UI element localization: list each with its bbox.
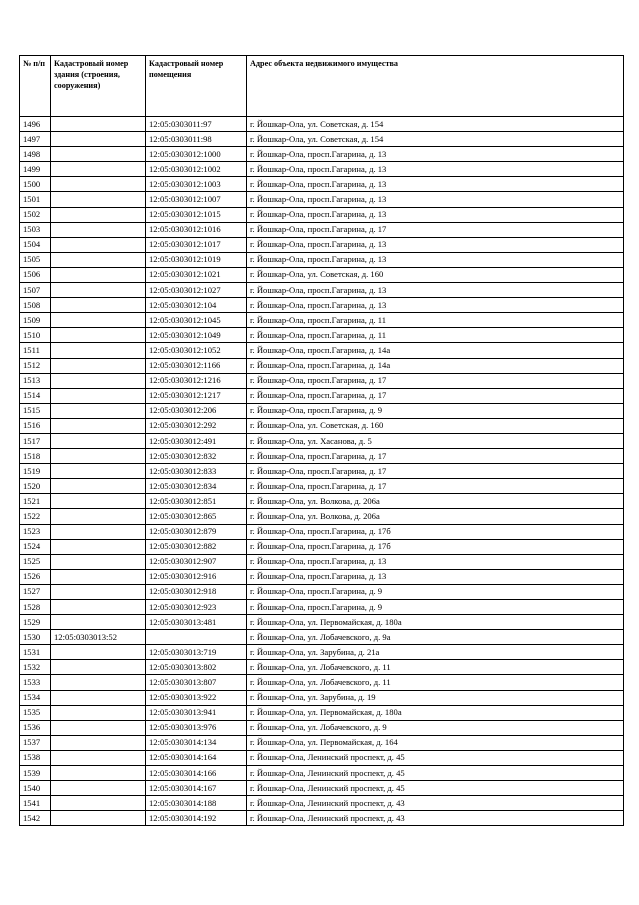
- premises-cadastral-cell: 12:05:0303012:882: [146, 539, 247, 554]
- building-cadastral-cell: [51, 298, 146, 313]
- row-number-cell: 1497: [20, 132, 51, 147]
- address-cell: г. Йошкар-Ола, Ленинский проспект, д. 45: [247, 750, 624, 765]
- row-number-cell: 1519: [20, 464, 51, 479]
- row-number-cell: 1537: [20, 735, 51, 750]
- row-number-cell: 1532: [20, 660, 51, 675]
- building-cadastral-cell: [51, 811, 146, 826]
- row-number-cell: 1509: [20, 313, 51, 328]
- table-row: [20, 177, 624, 192]
- table-row: [20, 464, 624, 479]
- building-cadastral-cell: [51, 781, 146, 796]
- address-cell: г. Йошкар-Ола, ул. Первомайская, д. 180а: [247, 615, 624, 630]
- building-cadastral-cell: [51, 403, 146, 418]
- row-number-cell: 1515: [20, 403, 51, 418]
- row-number-cell: 1540: [20, 781, 51, 796]
- table-row: [20, 283, 624, 298]
- address-cell: г. Йошкар-Ола, ул. Первомайская, д. 180а: [247, 705, 624, 720]
- building-cadastral-cell: [51, 192, 146, 207]
- building-cadastral-cell: [51, 132, 146, 147]
- row-number-cell: 1498: [20, 147, 51, 162]
- row-number-cell: 1499: [20, 162, 51, 177]
- address-cell: г. Йошкар-Ола, ул. Лобачевского, д. 11: [247, 675, 624, 690]
- row-number-cell: 1517: [20, 433, 51, 448]
- premises-cadastral-cell: 12:05:0303012:1017: [146, 237, 247, 252]
- building-cadastral-cell: [51, 433, 146, 448]
- address-cell: г. Йошкар-Ола, просп.Гагарина, д. 13: [247, 177, 624, 192]
- row-number-cell: 1528: [20, 600, 51, 615]
- table-row: [20, 735, 624, 750]
- address-cell: г. Йошкар-Ола, Ленинский проспект, д. 43: [247, 796, 624, 811]
- premises-cadastral-cell: 12:05:0303012:104: [146, 298, 247, 313]
- table-row: [20, 147, 624, 162]
- address-cell: г. Йошкар-Ола, ул. Советская, д. 154: [247, 132, 624, 147]
- table-row: [20, 388, 624, 403]
- address-cell: г. Йошкар-Ола, просп.Гагарина, д. 13: [247, 147, 624, 162]
- header-row-number: № п/п: [20, 56, 51, 117]
- building-cadastral-cell: [51, 117, 146, 132]
- row-number-cell: 1502: [20, 207, 51, 222]
- building-cadastral-cell: [51, 750, 146, 765]
- address-cell: г. Йошкар-Ола, просп.Гагарина, д. 17б: [247, 524, 624, 539]
- table-row: [20, 720, 624, 735]
- row-number-cell: 1531: [20, 645, 51, 660]
- table-row: [20, 313, 624, 328]
- table-row: [20, 811, 624, 826]
- address-cell: г. Йошкар-Ола, просп.Гагарина, д. 17: [247, 373, 624, 388]
- address-cell: г. Йошкар-Ола, просп.Гагарина, д. 17: [247, 479, 624, 494]
- row-number-cell: 1507: [20, 283, 51, 298]
- premises-cadastral-cell: 12:05:0303012:1021: [146, 267, 247, 282]
- table-row: [20, 403, 624, 418]
- header-row: [20, 56, 624, 117]
- table-row: [20, 584, 624, 599]
- premises-cadastral-cell: 12:05:0303014:188: [146, 796, 247, 811]
- building-cadastral-cell: [51, 509, 146, 524]
- building-cadastral-cell: [51, 464, 146, 479]
- address-cell: г. Йошкар-Ола, просп.Гагарина, д. 17: [247, 222, 624, 237]
- building-cadastral-cell: [51, 449, 146, 464]
- premises-cadastral-cell: 12:05:0303012:1045: [146, 313, 247, 328]
- premises-cadastral-cell: 12:05:0303012:292: [146, 418, 247, 433]
- address-cell: г. Йошкар-Ола, просп.Гагарина, д. 13: [247, 283, 624, 298]
- premises-cadastral-cell: 12:05:0303012:1019: [146, 252, 247, 267]
- address-cell: г. Йошкар-Ола, ул. Первомайская, д. 164: [247, 735, 624, 750]
- address-cell: г. Йошкар-Ола, просп.Гагарина, д. 14а: [247, 343, 624, 358]
- table-row: [20, 418, 624, 433]
- premises-cadastral-cell: 12:05:0303012:916: [146, 569, 247, 584]
- address-cell: г. Йошкар-Ола, просп.Гагарина, д. 13: [247, 298, 624, 313]
- premises-cadastral-cell: 12:05:0303012:851: [146, 494, 247, 509]
- building-cadastral-cell: [51, 539, 146, 554]
- address-cell: г. Йошкар-Ола, ул. Советская, д. 154: [247, 117, 624, 132]
- table-row: [20, 207, 624, 222]
- table-row: [20, 796, 624, 811]
- premises-cadastral-cell: 12:05:0303014:166: [146, 766, 247, 781]
- building-cadastral-cell: [51, 524, 146, 539]
- table-header: [20, 56, 624, 117]
- table-row: [20, 569, 624, 584]
- premises-cadastral-cell: 12:05:0303013:922: [146, 690, 247, 705]
- address-cell: г. Йошкар-Ола, просп.Гагарина, д. 17б: [247, 539, 624, 554]
- table-row: [20, 675, 624, 690]
- premises-cadastral-cell: 12:05:0303014:134: [146, 735, 247, 750]
- premises-cadastral-cell: 12:05:0303013:941: [146, 705, 247, 720]
- building-cadastral-cell: [51, 267, 146, 282]
- premises-cadastral-cell: 12:05:0303012:1002: [146, 162, 247, 177]
- address-cell: г. Йошкар-Ола, ул. Лобачевского, д. 9: [247, 720, 624, 735]
- address-cell: г. Йошкар-Ола, просп.Гагарина, д. 17: [247, 449, 624, 464]
- premises-cadastral-cell: 12:05:0303013:976: [146, 720, 247, 735]
- building-cadastral-cell: [51, 554, 146, 569]
- premises-cadastral-cell: 12:05:0303012:834: [146, 479, 247, 494]
- building-cadastral-cell: [51, 690, 146, 705]
- table-row: [20, 117, 624, 132]
- row-number-cell: 1518: [20, 449, 51, 464]
- premises-cadastral-cell: 12:05:0303012:1000: [146, 147, 247, 162]
- address-cell: г. Йошкар-Ола, просп.Гагарина, д. 11: [247, 313, 624, 328]
- row-number-cell: 1513: [20, 373, 51, 388]
- building-cadastral-cell: [51, 569, 146, 584]
- table-row: [20, 479, 624, 494]
- document-page: [19, 55, 623, 826]
- premises-cadastral-cell: 12:05:0303012:1016: [146, 222, 247, 237]
- table-row: [20, 222, 624, 237]
- address-cell: г. Йошкар-Ола, ул. Волкова, д. 206а: [247, 494, 624, 509]
- address-cell: г. Йошкар-Ола, Ленинский проспект, д. 45: [247, 766, 624, 781]
- premises-cadastral-cell: [146, 630, 247, 645]
- table-row: [20, 509, 624, 524]
- table-row: [20, 328, 624, 343]
- address-cell: г. Йошкар-Ола, просп.Гагарина, д. 13: [247, 207, 624, 222]
- address-cell: г. Йошкар-Ола, просп.Гагарина, д. 17: [247, 464, 624, 479]
- address-cell: г. Йошкар-Ола, Ленинский проспект, д. 43: [247, 811, 624, 826]
- building-cadastral-cell: [51, 645, 146, 660]
- table-row: [20, 132, 624, 147]
- row-number-cell: 1534: [20, 690, 51, 705]
- row-number-cell: 1511: [20, 343, 51, 358]
- row-number-cell: 1530: [20, 630, 51, 645]
- premises-cadastral-cell: 12:05:0303012:833: [146, 464, 247, 479]
- building-cadastral-cell: [51, 207, 146, 222]
- row-number-cell: 1503: [20, 222, 51, 237]
- row-number-cell: 1508: [20, 298, 51, 313]
- premises-cadastral-cell: 12:05:0303012:1027: [146, 283, 247, 298]
- table-row: [20, 343, 624, 358]
- row-number-cell: 1525: [20, 554, 51, 569]
- row-number-cell: 1526: [20, 569, 51, 584]
- row-number-cell: 1529: [20, 615, 51, 630]
- building-cadastral-cell: [51, 388, 146, 403]
- building-cadastral-cell: [51, 313, 146, 328]
- address-cell: г. Йошкар-Ола, просп.Гагарина, д. 9: [247, 600, 624, 615]
- table-row: [20, 252, 624, 267]
- row-number-cell: 1542: [20, 811, 51, 826]
- address-cell: г. Йошкар-Ола, просп.Гагарина, д. 9: [247, 403, 624, 418]
- building-cadastral-cell: [51, 283, 146, 298]
- row-number-cell: 1523: [20, 524, 51, 539]
- building-cadastral-cell: [51, 660, 146, 675]
- row-number-cell: 1521: [20, 494, 51, 509]
- address-cell: г. Йошкар-Ола, ул. Лобачевского, д. 9а: [247, 630, 624, 645]
- row-number-cell: 1533: [20, 675, 51, 690]
- premises-cadastral-cell: 12:05:0303012:206: [146, 403, 247, 418]
- row-number-cell: 1505: [20, 252, 51, 267]
- row-number-cell: 1524: [20, 539, 51, 554]
- premises-cadastral-cell: 12:05:0303012:1052: [146, 343, 247, 358]
- premises-cadastral-cell: 12:05:0303013:719: [146, 645, 247, 660]
- building-cadastral-cell: [51, 600, 146, 615]
- building-cadastral-cell: [51, 615, 146, 630]
- table-row: [20, 660, 624, 675]
- row-number-cell: 1520: [20, 479, 51, 494]
- premises-cadastral-cell: 12:05:0303013:807: [146, 675, 247, 690]
- building-cadastral-cell: [51, 705, 146, 720]
- address-cell: г. Йошкар-Ола, просп.Гагарина, д. 11: [247, 328, 624, 343]
- premises-cadastral-cell: 12:05:0303012:879: [146, 524, 247, 539]
- building-cadastral-cell: [51, 328, 146, 343]
- table-row: [20, 766, 624, 781]
- table-row: [20, 524, 624, 539]
- building-cadastral-cell: [51, 796, 146, 811]
- table-row: [20, 705, 624, 720]
- premises-cadastral-cell: 12:05:0303012:918: [146, 584, 247, 599]
- table-row: [20, 781, 624, 796]
- address-cell: г. Йошкар-Ола, ул. Советская, д. 160: [247, 418, 624, 433]
- premises-cadastral-cell: 12:05:0303012:1166: [146, 358, 247, 373]
- table-row: [20, 449, 624, 464]
- table-row: [20, 162, 624, 177]
- premises-cadastral-cell: 12:05:0303012:491: [146, 433, 247, 448]
- premises-cadastral-cell: 12:05:0303012:832: [146, 449, 247, 464]
- row-number-cell: 1504: [20, 237, 51, 252]
- table-row: [20, 600, 624, 615]
- address-cell: г. Йошкар-Ола, просп.Гагарина, д. 14а: [247, 358, 624, 373]
- premises-cadastral-cell: 12:05:0303012:1217: [146, 388, 247, 403]
- address-cell: г. Йошкар-Ола, просп.Гагарина, д. 9: [247, 584, 624, 599]
- premises-cadastral-cell: 12:05:0303011:98: [146, 132, 247, 147]
- address-cell: г. Йошкар-Ола, просп.Гагарина, д. 13: [247, 252, 624, 267]
- table-row: [20, 630, 624, 645]
- building-cadastral-cell: [51, 735, 146, 750]
- premises-cadastral-cell: 12:05:0303013:481: [146, 615, 247, 630]
- building-cadastral-cell: [51, 237, 146, 252]
- building-cadastral-cell: [51, 252, 146, 267]
- building-cadastral-cell: [51, 147, 146, 162]
- premises-cadastral-cell: 12:05:0303014:192: [146, 811, 247, 826]
- table-row: [20, 690, 624, 705]
- address-cell: г. Йошкар-Ола, просп.Гагарина, д. 17: [247, 388, 624, 403]
- row-number-cell: 1496: [20, 117, 51, 132]
- building-cadastral-cell: [51, 675, 146, 690]
- row-number-cell: 1510: [20, 328, 51, 343]
- building-cadastral-cell: [51, 494, 146, 509]
- address-cell: г. Йошкар-Ола, ул. Зарубина, д. 21а: [247, 645, 624, 660]
- row-number-cell: 1512: [20, 358, 51, 373]
- table-row: [20, 373, 624, 388]
- premises-cadastral-cell: 12:05:0303012:923: [146, 600, 247, 615]
- building-cadastral-cell: [51, 177, 146, 192]
- table-row: [20, 615, 624, 630]
- address-cell: г. Йошкар-Ола, просп.Гагарина, д. 13: [247, 162, 624, 177]
- row-number-cell: 1535: [20, 705, 51, 720]
- building-cadastral-cell: [51, 222, 146, 237]
- building-cadastral-cell: [51, 418, 146, 433]
- premises-cadastral-cell: 12:05:0303012:1049: [146, 328, 247, 343]
- table-body: [20, 117, 624, 826]
- table-row: [20, 267, 624, 282]
- address-cell: г. Йошкар-Ола, просп.Гагарина, д. 13: [247, 237, 624, 252]
- header-property-address: Адрес объекта недвижимого имущества: [247, 56, 624, 117]
- table-row: [20, 298, 624, 313]
- row-number-cell: 1514: [20, 388, 51, 403]
- premises-cadastral-cell: 12:05:0303014:167: [146, 781, 247, 796]
- row-number-cell: 1516: [20, 418, 51, 433]
- building-cadastral-cell: [51, 343, 146, 358]
- address-cell: г. Йошкар-Ола, просп.Гагарина, д. 13: [247, 192, 624, 207]
- row-number-cell: 1501: [20, 192, 51, 207]
- table-row: [20, 358, 624, 373]
- address-cell: г. Йошкар-Ола, ул. Волкова, д. 206а: [247, 509, 624, 524]
- building-cadastral-cell: [51, 766, 146, 781]
- building-cadastral-cell: 12:05:0303013:52: [51, 630, 146, 645]
- header-building-cadastral-number: Кадастровый номер здания (строения, сооружения): [51, 56, 146, 117]
- premises-cadastral-cell: 12:05:0303012:907: [146, 554, 247, 569]
- table-row: [20, 192, 624, 207]
- table-row: [20, 433, 624, 448]
- building-cadastral-cell: [51, 162, 146, 177]
- table-row: [20, 237, 624, 252]
- address-cell: г. Йошкар-Ола, ул. Лобачевского, д. 11: [247, 660, 624, 675]
- row-number-cell: 1539: [20, 766, 51, 781]
- address-cell: г. Йошкар-Ола, просп.Гагарина, д. 13: [247, 569, 624, 584]
- address-cell: г. Йошкар-Ола, ул. Хасанова, д. 5: [247, 433, 624, 448]
- premises-cadastral-cell: 12:05:0303012:1015: [146, 207, 247, 222]
- premises-cadastral-cell: 12:05:0303014:164: [146, 750, 247, 765]
- building-cadastral-cell: [51, 584, 146, 599]
- row-number-cell: 1522: [20, 509, 51, 524]
- row-number-cell: 1541: [20, 796, 51, 811]
- row-number-cell: 1506: [20, 267, 51, 282]
- premises-cadastral-cell: 12:05:0303012:1003: [146, 177, 247, 192]
- table-row: [20, 539, 624, 554]
- table-row: [20, 554, 624, 569]
- address-cell: г. Йошкар-Ола, ул. Советская, д. 160: [247, 267, 624, 282]
- row-number-cell: 1527: [20, 584, 51, 599]
- row-number-cell: 1538: [20, 750, 51, 765]
- premises-cadastral-cell: 12:05:0303013:802: [146, 660, 247, 675]
- address-cell: г. Йошкар-Ола, ул. Зарубина, д. 19: [247, 690, 624, 705]
- building-cadastral-cell: [51, 479, 146, 494]
- row-number-cell: 1536: [20, 720, 51, 735]
- premises-cadastral-cell: 12:05:0303012:865: [146, 509, 247, 524]
- premises-cadastral-cell: 12:05:0303012:1007: [146, 192, 247, 207]
- building-cadastral-cell: [51, 358, 146, 373]
- table-row: [20, 494, 624, 509]
- address-cell: г. Йошкар-Ола, просп.Гагарина, д. 13: [247, 554, 624, 569]
- building-cadastral-cell: [51, 720, 146, 735]
- address-cell: г. Йошкар-Ола, Ленинский проспект, д. 45: [247, 781, 624, 796]
- header-premises-cadastral-number: Кадастровый номер помещения: [146, 56, 247, 117]
- table-row: [20, 645, 624, 660]
- premises-cadastral-cell: 12:05:0303012:1216: [146, 373, 247, 388]
- premises-cadastral-cell: 12:05:0303011:97: [146, 117, 247, 132]
- table-row: [20, 750, 624, 765]
- property-register-table: [19, 55, 624, 826]
- building-cadastral-cell: [51, 373, 146, 388]
- row-number-cell: 1500: [20, 177, 51, 192]
